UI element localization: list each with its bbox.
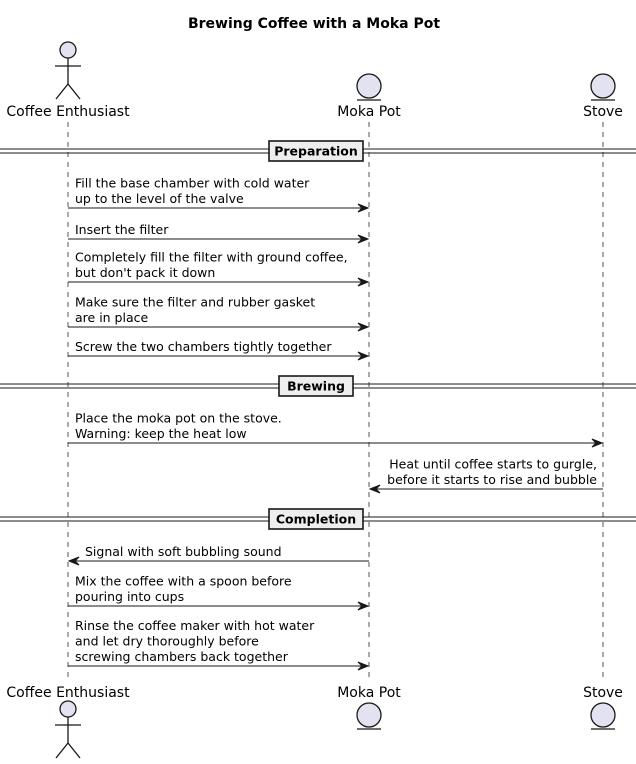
message-label: Place the moka pot on the stove. [75,410,282,426]
message-label: screwing chambers back together [75,649,288,664]
divider-label: Completion [275,511,357,527]
participant-label-stove: Stove [583,104,623,120]
participant-enthusiast-bottom [6,685,130,758]
message-2 [68,222,368,243]
participant-label-enthusiast: Coffee Enthusiast [6,685,130,701]
divider-brewing [0,376,636,396]
message-label: and let dry thoroughly before [75,633,259,649]
participant-enthusiast-top [6,42,130,120]
divider-preparation [0,141,636,161]
message-label: Screw the two chambers tightly together [75,339,332,354]
participant-stove-top [583,74,623,120]
message-label: Rinse the coffee maker with hot water [75,618,315,633]
message-label: but don't pack it down [75,265,216,280]
diagram-title: Brewing Coffee with a Moka Pot [187,16,441,32]
message-7 [370,457,603,494]
message-label: Heat until coffee starts to gurgle, [389,456,597,472]
divider-completion [0,509,636,529]
message-label: Mix the coffee with a spoon before [75,573,292,589]
message-label: Signal with soft bubbling sound [85,544,282,559]
message-label: Fill the base chamber with cold water [75,175,310,191]
participant-label-moka: Moka Pot [337,104,401,120]
divider-label: Brewing [287,378,345,394]
message-label: Completely fill the filter with ground coffee, [75,249,348,265]
message-label: Insert the filter [75,222,169,237]
participant-label-moka: Moka Pot [337,685,401,701]
participant-moka-top [337,74,401,120]
messages [68,176,603,671]
participant-label-stove: Stove [583,685,623,701]
divider-label: Preparation [274,143,358,159]
message-3 [68,250,368,287]
message-label: pouring into cups [75,589,185,604]
message-label: up to the level of the valve [75,191,244,206]
message-5 [68,339,368,360]
message-label: Warning: keep the heat low [75,426,247,441]
message-1 [68,176,368,213]
message-6 [68,411,602,448]
message-9 [68,574,368,611]
participant-stove-bottom [583,685,623,729]
message-10 [68,618,368,670]
participant-label-enthusiast: Coffee Enthusiast [6,104,130,120]
message-label: Make sure the filter and rubber gasket [75,294,316,310]
message-8 [69,544,369,565]
message-label: are in place [75,310,149,325]
message-4 [68,295,368,332]
message-label: before it starts to rise and bubble [387,472,597,487]
participant-moka-bottom [337,685,401,729]
